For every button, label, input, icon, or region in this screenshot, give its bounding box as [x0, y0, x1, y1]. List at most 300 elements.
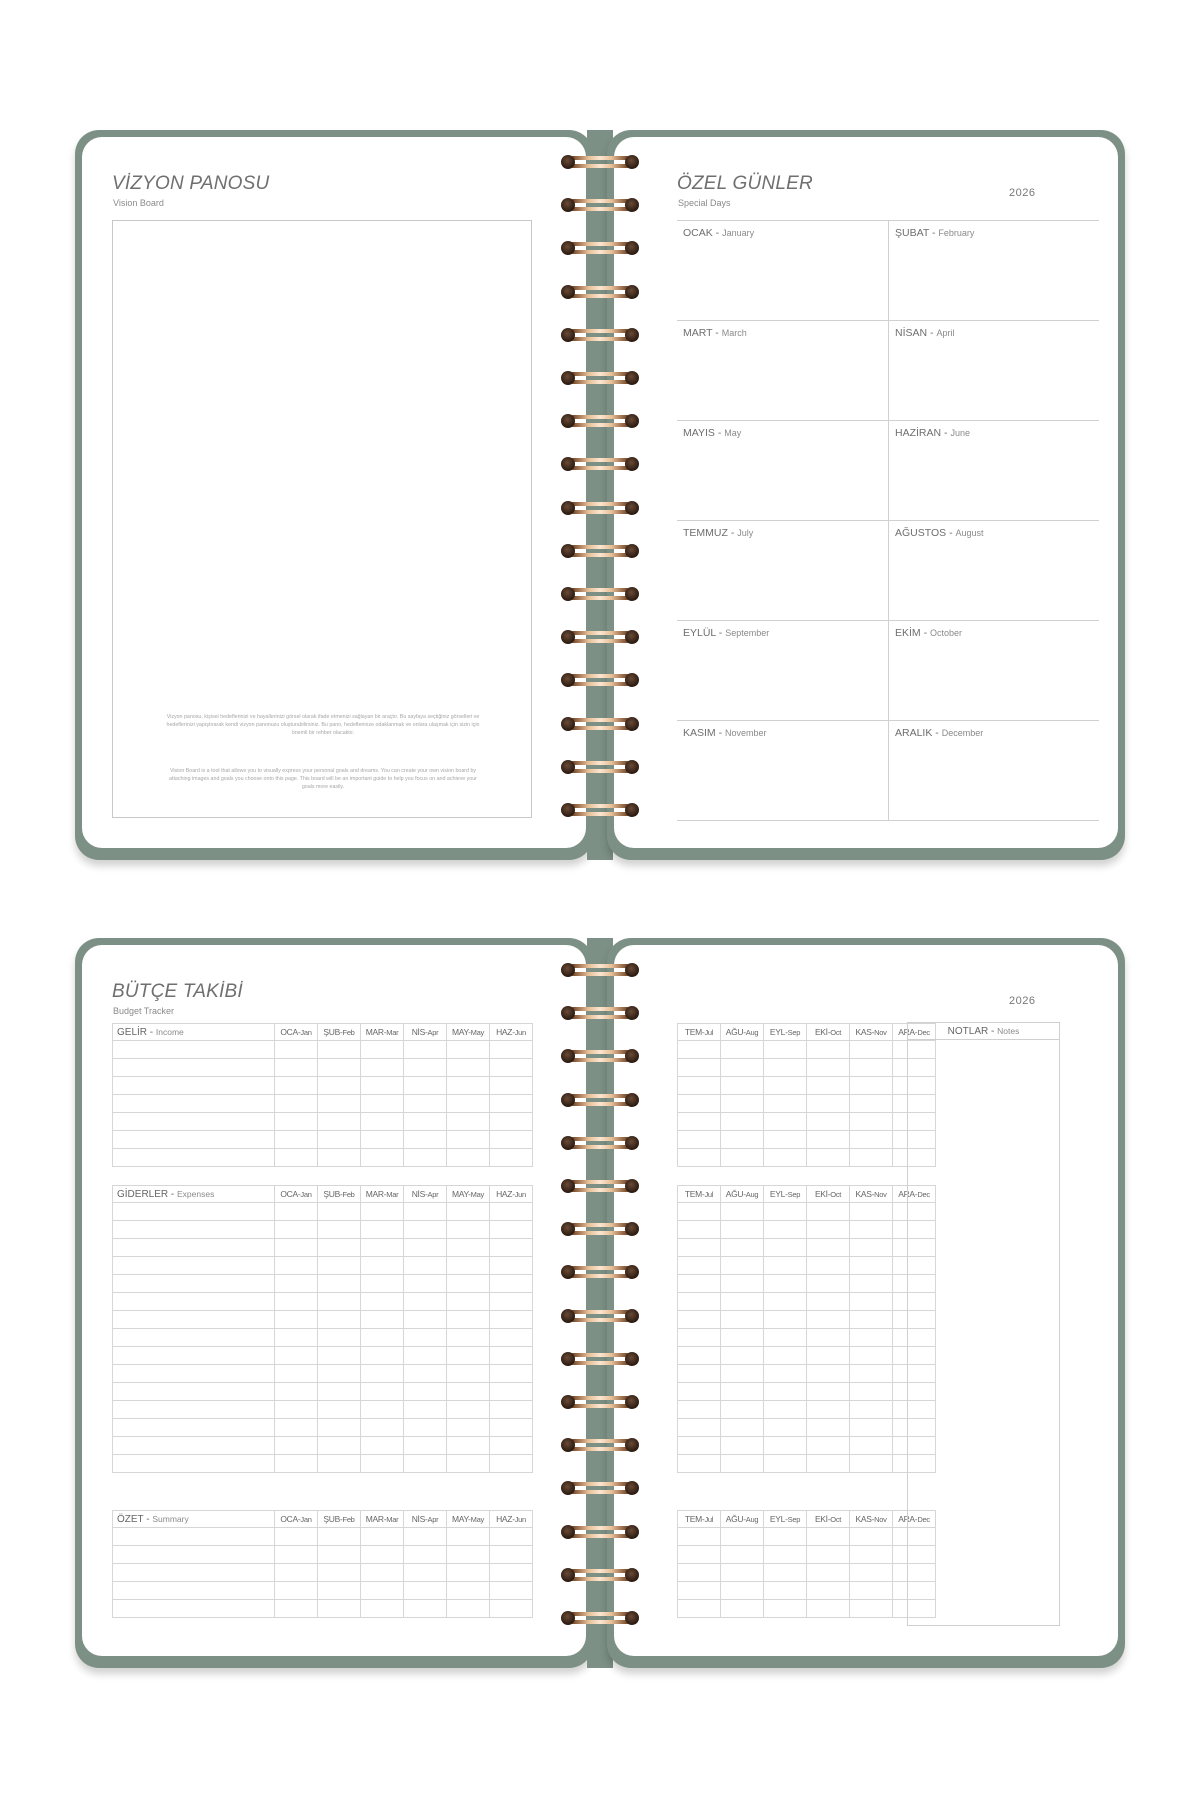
- entry-cell[interactable]: [275, 1293, 318, 1311]
- month-cell[interactable]: [888, 620, 1099, 720]
- vision-board-frame[interactable]: [112, 220, 532, 818]
- entry-cell[interactable]: [318, 1419, 361, 1437]
- entry-cell[interactable]: [447, 1149, 490, 1167]
- entry-cell[interactable]: [807, 1600, 850, 1618]
- entry-cell[interactable]: [678, 1383, 721, 1401]
- entry-cell[interactable]: [764, 1077, 807, 1095]
- entry-cell[interactable]: [764, 1257, 807, 1275]
- entry-cell[interactable]: [361, 1293, 404, 1311]
- month-cell[interactable]: [677, 720, 888, 820]
- entry-cell[interactable]: [764, 1365, 807, 1383]
- entry-cell[interactable]: [678, 1095, 721, 1113]
- entry-cell[interactable]: [404, 1239, 447, 1257]
- entry-cell[interactable]: [807, 1221, 850, 1239]
- entry-cell[interactable]: [404, 1131, 447, 1149]
- entry-cell[interactable]: [404, 1203, 447, 1221]
- entry-cell[interactable]: [490, 1293, 533, 1311]
- entry-cell[interactable]: [113, 1149, 275, 1167]
- entry-cell[interactable]: [404, 1564, 447, 1582]
- entry-cell[interactable]: [275, 1419, 318, 1437]
- entry-cell[interactable]: [721, 1131, 764, 1149]
- entry-cell[interactable]: [764, 1059, 807, 1077]
- entry-cell[interactable]: [807, 1149, 850, 1167]
- entry-cell[interactable]: [850, 1275, 893, 1293]
- entry-cell[interactable]: [447, 1293, 490, 1311]
- entry-cell[interactable]: [678, 1564, 721, 1582]
- entry-cell[interactable]: [678, 1600, 721, 1618]
- entry-cell[interactable]: [113, 1293, 275, 1311]
- entry-cell[interactable]: [850, 1528, 893, 1546]
- entry-cell[interactable]: [678, 1347, 721, 1365]
- entry-cell[interactable]: [113, 1131, 275, 1149]
- entry-cell[interactable]: [807, 1041, 850, 1059]
- entry-cell[interactable]: [721, 1582, 764, 1600]
- entry-cell[interactable]: [447, 1059, 490, 1077]
- entry-cell[interactable]: [490, 1455, 533, 1473]
- entry-cell[interactable]: [447, 1582, 490, 1600]
- entry-cell[interactable]: [275, 1365, 318, 1383]
- entry-cell[interactable]: [721, 1311, 764, 1329]
- entry-cell[interactable]: [850, 1329, 893, 1347]
- entry-cell[interactable]: [764, 1095, 807, 1113]
- entry-cell[interactable]: [361, 1095, 404, 1113]
- entry-cell[interactable]: [721, 1401, 764, 1419]
- entry-cell[interactable]: [275, 1546, 318, 1564]
- entry-cell[interactable]: [318, 1257, 361, 1275]
- entry-cell[interactable]: [721, 1113, 764, 1131]
- entry-cell[interactable]: [807, 1329, 850, 1347]
- entry-cell[interactable]: [764, 1221, 807, 1239]
- entry-cell[interactable]: [318, 1059, 361, 1077]
- entry-cell[interactable]: [764, 1437, 807, 1455]
- entry-cell[interactable]: [807, 1528, 850, 1546]
- month-cell[interactable]: [888, 720, 1099, 820]
- entry-cell[interactable]: [850, 1149, 893, 1167]
- entry-cell[interactable]: [404, 1455, 447, 1473]
- entry-cell[interactable]: [275, 1077, 318, 1095]
- entry-cell[interactable]: [721, 1455, 764, 1473]
- entry-cell[interactable]: [318, 1041, 361, 1059]
- entry-cell[interactable]: [764, 1113, 807, 1131]
- entry-cell[interactable]: [850, 1131, 893, 1149]
- entry-cell[interactable]: [490, 1383, 533, 1401]
- entry-cell[interactable]: [490, 1437, 533, 1455]
- month-cell[interactable]: [888, 420, 1099, 520]
- entry-cell[interactable]: [807, 1275, 850, 1293]
- entry-cell[interactable]: [361, 1365, 404, 1383]
- entry-cell[interactable]: [447, 1365, 490, 1383]
- entry-cell[interactable]: [404, 1383, 447, 1401]
- entry-cell[interactable]: [318, 1528, 361, 1546]
- entry-cell[interactable]: [678, 1059, 721, 1077]
- month-cell[interactable]: [677, 620, 888, 720]
- entry-cell[interactable]: [275, 1401, 318, 1419]
- entry-cell[interactable]: [404, 1257, 447, 1275]
- entry-cell[interactable]: [275, 1239, 318, 1257]
- entry-cell[interactable]: [113, 1437, 275, 1455]
- entry-cell[interactable]: [361, 1059, 404, 1077]
- entry-cell[interactable]: [807, 1419, 850, 1437]
- entry-cell[interactable]: [318, 1329, 361, 1347]
- month-cell[interactable]: [677, 220, 888, 320]
- entry-cell[interactable]: [764, 1149, 807, 1167]
- entry-cell[interactable]: [807, 1239, 850, 1257]
- entry-cell[interactable]: [447, 1383, 490, 1401]
- entry-cell[interactable]: [807, 1564, 850, 1582]
- entry-cell[interactable]: [807, 1582, 850, 1600]
- entry-cell[interactable]: [490, 1365, 533, 1383]
- entry-cell[interactable]: [404, 1419, 447, 1437]
- month-cell[interactable]: [677, 420, 888, 520]
- entry-cell[interactable]: [764, 1329, 807, 1347]
- entry-cell[interactable]: [113, 1600, 275, 1618]
- entry-cell[interactable]: [678, 1546, 721, 1564]
- entry-cell[interactable]: [850, 1113, 893, 1131]
- entry-cell[interactable]: [850, 1095, 893, 1113]
- entry-cell[interactable]: [404, 1293, 447, 1311]
- entry-cell[interactable]: [447, 1095, 490, 1113]
- entry-cell[interactable]: [275, 1149, 318, 1167]
- entry-cell[interactable]: [361, 1329, 404, 1347]
- entry-cell[interactable]: [275, 1437, 318, 1455]
- entry-cell[interactable]: [490, 1329, 533, 1347]
- entry-cell[interactable]: [490, 1347, 533, 1365]
- entry-cell[interactable]: [447, 1401, 490, 1419]
- entry-cell[interactable]: [361, 1239, 404, 1257]
- entry-cell[interactable]: [490, 1275, 533, 1293]
- entry-cell[interactable]: [721, 1419, 764, 1437]
- entry-cell[interactable]: [113, 1564, 275, 1582]
- entry-cell[interactable]: [850, 1311, 893, 1329]
- entry-cell[interactable]: [721, 1528, 764, 1546]
- entry-cell[interactable]: [275, 1383, 318, 1401]
- entry-cell[interactable]: [678, 1113, 721, 1131]
- entry-cell[interactable]: [404, 1365, 447, 1383]
- entry-cell[interactable]: [490, 1059, 533, 1077]
- entry-cell[interactable]: [764, 1203, 807, 1221]
- entry-cell[interactable]: [764, 1311, 807, 1329]
- entry-cell[interactable]: [113, 1077, 275, 1095]
- entry-cell[interactable]: [318, 1077, 361, 1095]
- entry-cell[interactable]: [850, 1546, 893, 1564]
- entry-cell[interactable]: [678, 1293, 721, 1311]
- entry-cell[interactable]: [850, 1059, 893, 1077]
- entry-cell[interactable]: [807, 1437, 850, 1455]
- entry-cell[interactable]: [275, 1131, 318, 1149]
- entry-cell[interactable]: [490, 1582, 533, 1600]
- entry-cell[interactable]: [447, 1455, 490, 1473]
- entry-cell[interactable]: [318, 1546, 361, 1564]
- entry-cell[interactable]: [678, 1528, 721, 1546]
- entry-cell[interactable]: [404, 1221, 447, 1239]
- entry-cell[interactable]: [318, 1383, 361, 1401]
- entry-cell[interactable]: [361, 1419, 404, 1437]
- entry-cell[interactable]: [404, 1311, 447, 1329]
- entry-cell[interactable]: [404, 1546, 447, 1564]
- entry-cell[interactable]: [764, 1419, 807, 1437]
- entry-cell[interactable]: [275, 1528, 318, 1546]
- entry-cell[interactable]: [404, 1401, 447, 1419]
- entry-cell[interactable]: [318, 1582, 361, 1600]
- entry-cell[interactable]: [447, 1221, 490, 1239]
- entry-cell[interactable]: [113, 1095, 275, 1113]
- month-cell[interactable]: [677, 520, 888, 620]
- entry-cell[interactable]: [721, 1041, 764, 1059]
- entry-cell[interactable]: [678, 1329, 721, 1347]
- entry-cell[interactable]: [318, 1239, 361, 1257]
- entry-cell[interactable]: [490, 1077, 533, 1095]
- entry-cell[interactable]: [275, 1600, 318, 1618]
- entry-cell[interactable]: [807, 1131, 850, 1149]
- entry-cell[interactable]: [678, 1257, 721, 1275]
- entry-cell[interactable]: [721, 1095, 764, 1113]
- entry-cell[interactable]: [275, 1059, 318, 1077]
- entry-cell[interactable]: [447, 1564, 490, 1582]
- entry-cell[interactable]: [447, 1347, 490, 1365]
- entry-cell[interactable]: [721, 1275, 764, 1293]
- entry-cell[interactable]: [678, 1365, 721, 1383]
- entry-cell[interactable]: [721, 1600, 764, 1618]
- entry-cell[interactable]: [807, 1257, 850, 1275]
- entry-cell[interactable]: [404, 1600, 447, 1618]
- entry-cell[interactable]: [361, 1401, 404, 1419]
- entry-cell[interactable]: [275, 1203, 318, 1221]
- entry-cell[interactable]: [850, 1257, 893, 1275]
- entry-cell[interactable]: [721, 1546, 764, 1564]
- entry-cell[interactable]: [318, 1293, 361, 1311]
- entry-cell[interactable]: [361, 1257, 404, 1275]
- entry-cell[interactable]: [764, 1239, 807, 1257]
- entry-cell[interactable]: [113, 1113, 275, 1131]
- entry-cell[interactable]: [490, 1257, 533, 1275]
- entry-cell[interactable]: [764, 1528, 807, 1546]
- entry-cell[interactable]: [275, 1347, 318, 1365]
- entry-cell[interactable]: [318, 1564, 361, 1582]
- entry-cell[interactable]: [807, 1113, 850, 1131]
- entry-cell[interactable]: [318, 1113, 361, 1131]
- entry-cell[interactable]: [850, 1365, 893, 1383]
- entry-cell[interactable]: [490, 1600, 533, 1618]
- entry-cell[interactable]: [490, 1095, 533, 1113]
- entry-cell[interactable]: [447, 1600, 490, 1618]
- entry-cell[interactable]: [275, 1455, 318, 1473]
- entry-cell[interactable]: [404, 1275, 447, 1293]
- entry-cell[interactable]: [678, 1582, 721, 1600]
- entry-cell[interactable]: [721, 1221, 764, 1239]
- entry-cell[interactable]: [721, 1293, 764, 1311]
- entry-cell[interactable]: [447, 1311, 490, 1329]
- entry-cell[interactable]: [113, 1401, 275, 1419]
- entry-cell[interactable]: [275, 1257, 318, 1275]
- entry-cell[interactable]: [490, 1041, 533, 1059]
- entry-cell[interactable]: [490, 1239, 533, 1257]
- entry-cell[interactable]: [850, 1203, 893, 1221]
- entry-cell[interactable]: [721, 1239, 764, 1257]
- entry-cell[interactable]: [318, 1275, 361, 1293]
- entry-cell[interactable]: [361, 1311, 404, 1329]
- entry-cell[interactable]: [361, 1077, 404, 1095]
- entry-cell[interactable]: [764, 1383, 807, 1401]
- entry-cell[interactable]: [490, 1203, 533, 1221]
- entry-cell[interactable]: [361, 1131, 404, 1149]
- entry-cell[interactable]: [318, 1347, 361, 1365]
- entry-cell[interactable]: [490, 1419, 533, 1437]
- entry-cell[interactable]: [113, 1419, 275, 1437]
- entry-cell[interactable]: [721, 1437, 764, 1455]
- entry-cell[interactable]: [807, 1347, 850, 1365]
- entry-cell[interactable]: [113, 1365, 275, 1383]
- entry-cell[interactable]: [361, 1347, 404, 1365]
- entry-cell[interactable]: [764, 1131, 807, 1149]
- entry-cell[interactable]: [764, 1293, 807, 1311]
- entry-cell[interactable]: [275, 1221, 318, 1239]
- entry-cell[interactable]: [318, 1131, 361, 1149]
- entry-cell[interactable]: [318, 1203, 361, 1221]
- entry-cell[interactable]: [318, 1221, 361, 1239]
- entry-cell[interactable]: [113, 1239, 275, 1257]
- entry-cell[interactable]: [404, 1095, 447, 1113]
- entry-cell[interactable]: [361, 1600, 404, 1618]
- month-cell[interactable]: [888, 220, 1099, 320]
- entry-cell[interactable]: [807, 1311, 850, 1329]
- entry-cell[interactable]: [361, 1528, 404, 1546]
- entry-cell[interactable]: [721, 1203, 764, 1221]
- entry-cell[interactable]: [721, 1564, 764, 1582]
- entry-cell[interactable]: [318, 1095, 361, 1113]
- entry-cell[interactable]: [678, 1455, 721, 1473]
- entry-cell[interactable]: [490, 1401, 533, 1419]
- entry-cell[interactable]: [807, 1401, 850, 1419]
- entry-cell[interactable]: [275, 1113, 318, 1131]
- entry-cell[interactable]: [807, 1095, 850, 1113]
- entry-cell[interactable]: [275, 1275, 318, 1293]
- entry-cell[interactable]: [764, 1455, 807, 1473]
- entry-cell[interactable]: [764, 1582, 807, 1600]
- entry-cell[interactable]: [447, 1528, 490, 1546]
- entry-cell[interactable]: [361, 1041, 404, 1059]
- entry-cell[interactable]: [764, 1347, 807, 1365]
- entry-cell[interactable]: [721, 1365, 764, 1383]
- entry-cell[interactable]: [850, 1293, 893, 1311]
- entry-cell[interactable]: [850, 1564, 893, 1582]
- entry-cell[interactable]: [318, 1149, 361, 1167]
- entry-cell[interactable]: [807, 1546, 850, 1564]
- entry-cell[interactable]: [361, 1437, 404, 1455]
- entry-cell[interactable]: [113, 1347, 275, 1365]
- entry-cell[interactable]: [113, 1582, 275, 1600]
- entry-cell[interactable]: [404, 1059, 447, 1077]
- entry-cell[interactable]: [113, 1203, 275, 1221]
- entry-cell[interactable]: [764, 1546, 807, 1564]
- entry-cell[interactable]: [850, 1455, 893, 1473]
- entry-cell[interactable]: [850, 1041, 893, 1059]
- entry-cell[interactable]: [850, 1582, 893, 1600]
- entry-cell[interactable]: [764, 1401, 807, 1419]
- entry-cell[interactable]: [113, 1329, 275, 1347]
- entry-cell[interactable]: [361, 1221, 404, 1239]
- entry-cell[interactable]: [275, 1564, 318, 1582]
- entry-cell[interactable]: [807, 1293, 850, 1311]
- entry-cell[interactable]: [850, 1401, 893, 1419]
- entry-cell[interactable]: [404, 1149, 447, 1167]
- entry-cell[interactable]: [404, 1437, 447, 1455]
- entry-cell[interactable]: [361, 1383, 404, 1401]
- entry-cell[interactable]: [850, 1221, 893, 1239]
- month-cell[interactable]: [888, 520, 1099, 620]
- entry-cell[interactable]: [447, 1275, 490, 1293]
- entry-cell[interactable]: [678, 1041, 721, 1059]
- entry-cell[interactable]: [447, 1131, 490, 1149]
- entry-cell[interactable]: [490, 1546, 533, 1564]
- entry-cell[interactable]: [404, 1041, 447, 1059]
- entry-cell[interactable]: [318, 1365, 361, 1383]
- entry-cell[interactable]: [490, 1564, 533, 1582]
- entry-cell[interactable]: [404, 1582, 447, 1600]
- entry-cell[interactable]: [361, 1275, 404, 1293]
- entry-cell[interactable]: [447, 1203, 490, 1221]
- entry-cell[interactable]: [361, 1546, 404, 1564]
- entry-cell[interactable]: [275, 1582, 318, 1600]
- entry-cell[interactable]: [850, 1600, 893, 1618]
- entry-cell[interactable]: [678, 1311, 721, 1329]
- entry-cell[interactable]: [490, 1528, 533, 1546]
- entry-cell[interactable]: [850, 1383, 893, 1401]
- entry-cell[interactable]: [721, 1329, 764, 1347]
- entry-cell[interactable]: [361, 1455, 404, 1473]
- entry-cell[interactable]: [275, 1311, 318, 1329]
- entry-cell[interactable]: [850, 1239, 893, 1257]
- entry-cell[interactable]: [447, 1437, 490, 1455]
- entry-cell[interactable]: [807, 1383, 850, 1401]
- entry-cell[interactable]: [678, 1149, 721, 1167]
- entry-cell[interactable]: [404, 1347, 447, 1365]
- entry-cell[interactable]: [678, 1077, 721, 1095]
- entry-cell[interactable]: [113, 1275, 275, 1293]
- entry-cell[interactable]: [447, 1077, 490, 1095]
- entry-cell[interactable]: [361, 1113, 404, 1131]
- entry-cell[interactable]: [490, 1113, 533, 1131]
- entry-cell[interactable]: [764, 1275, 807, 1293]
- entry-cell[interactable]: [850, 1437, 893, 1455]
- notes-box[interactable]: [907, 1022, 1060, 1626]
- entry-cell[interactable]: [678, 1437, 721, 1455]
- entry-cell[interactable]: [404, 1528, 447, 1546]
- entry-cell[interactable]: [678, 1401, 721, 1419]
- entry-cell[interactable]: [678, 1419, 721, 1437]
- entry-cell[interactable]: [807, 1059, 850, 1077]
- entry-cell[interactable]: [721, 1149, 764, 1167]
- entry-cell[interactable]: [721, 1257, 764, 1275]
- entry-cell[interactable]: [318, 1437, 361, 1455]
- entry-cell[interactable]: [764, 1041, 807, 1059]
- entry-cell[interactable]: [764, 1600, 807, 1618]
- month-cell[interactable]: [888, 320, 1099, 420]
- entry-cell[interactable]: [490, 1149, 533, 1167]
- entry-cell[interactable]: [447, 1329, 490, 1347]
- entry-cell[interactable]: [113, 1528, 275, 1546]
- entry-cell[interactable]: [807, 1077, 850, 1095]
- entry-cell[interactable]: [113, 1455, 275, 1473]
- entry-cell[interactable]: [113, 1059, 275, 1077]
- entry-cell[interactable]: [113, 1257, 275, 1275]
- entry-cell[interactable]: [275, 1095, 318, 1113]
- entry-cell[interactable]: [721, 1347, 764, 1365]
- entry-cell[interactable]: [764, 1564, 807, 1582]
- entry-cell[interactable]: [490, 1311, 533, 1329]
- entry-cell[interactable]: [318, 1600, 361, 1618]
- entry-cell[interactable]: [447, 1419, 490, 1437]
- entry-cell[interactable]: [404, 1077, 447, 1095]
